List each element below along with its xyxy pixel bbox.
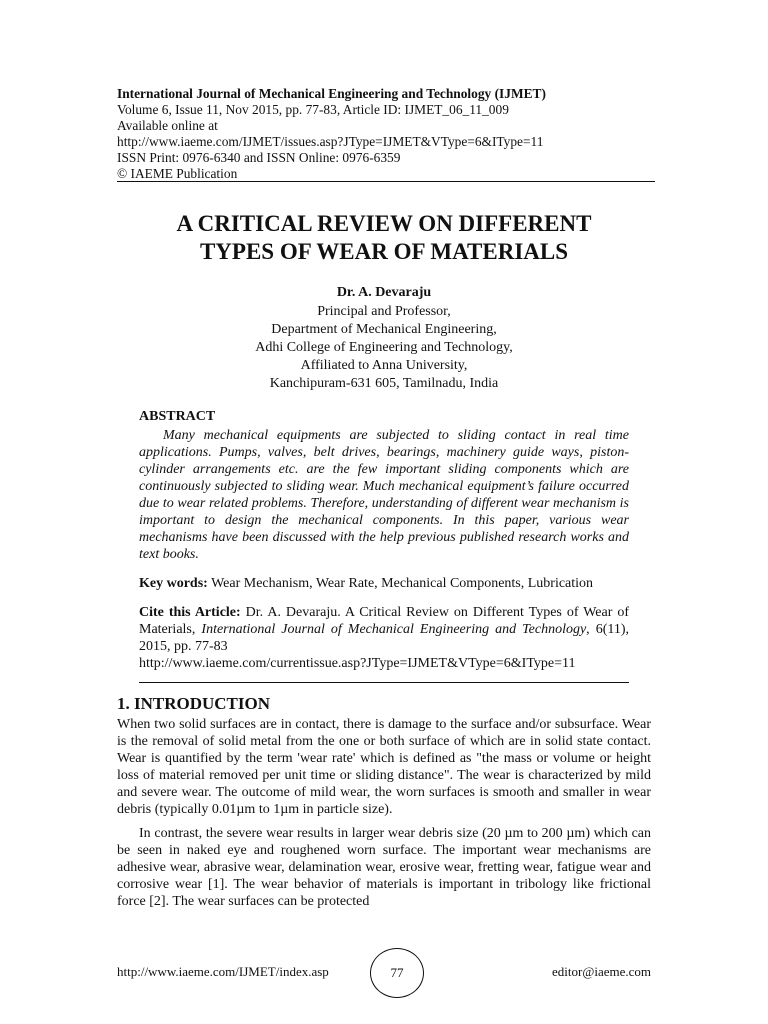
keywords-label: Key words:	[139, 576, 208, 591]
title-line-2: TYPES OF WEAR OF MATERIALS	[199, 239, 569, 264]
cite-details: , 6(11), 2015, pp. 77-83	[139, 622, 629, 654]
cite-journal: International Journal of Mechanical Engineering and Technology	[201, 622, 587, 637]
affiliation-line: Department of Mechanical Engineering,	[271, 322, 497, 337]
abstract-heading: ABSTRACT	[139, 409, 216, 424]
author-affiliation	[117, 303, 651, 393]
abstract-divider	[139, 682, 629, 683]
cite-text: Dr. A. Devaraju. A Critical Review on Different Types of Wear of Materials,	[139, 605, 630, 637]
footer-email[interactable]: editor@iaeme.com	[552, 964, 651, 979]
footer-url[interactable]: http://www.iaeme.com/IJMET/index.asp	[117, 964, 329, 979]
citation	[139, 604, 629, 672]
cite-label: Cite this Article:	[139, 605, 241, 620]
volume-info: Volume 6, Issue 11, Nov 2015, pp. 77-83, Article ID: IJMET_06_11_009	[117, 102, 509, 117]
introduction-heading: 1. INTRODUCTION	[117, 694, 271, 713]
issn-info: ISSN Print: 0976-6340 and ISSN Online: 0976-6359	[117, 150, 401, 165]
introduction-section	[117, 695, 651, 910]
abstract-text: Many mechanical equipments are subjected to sliding contact in real time applications. Pumps, valves, belt drives, bearings, machinery guide ways, piston- cylinder arrangements etc. are the few important sliding components which are continuously subjected to sliding wear. Much mechanical equipment’s failure occurred due to wear related problems. Therefore, understanding of different wear mechanism is important to design the mechanical components. In this paper, various wear mechanisms have been discussed with the help previous published research works and text books.	[139, 428, 629, 562]
copyright-notice: © IAEME Publication	[117, 166, 238, 181]
journal-name: International Journal of Mechanical Engineering and Technology (IJMET)	[117, 86, 546, 101]
keywords-text: Wear Mechanism, Wear Rate, Mechanical Components, Lubrication	[211, 576, 594, 591]
affiliation-line: Principal and Professor,	[317, 304, 451, 319]
page-number-text: 77	[390, 965, 404, 980]
affiliation-line: Adhi College of Engineering and Technology,	[255, 340, 513, 355]
title-line-1: A CRITICAL REVIEW ON DIFFERENT	[176, 211, 592, 236]
available-online: Available online at	[117, 118, 218, 133]
header-divider	[117, 181, 655, 182]
abstract-section	[139, 408, 629, 672]
keywords	[139, 575, 629, 592]
intro-paragraph-1: When two solid surfaces are in contact, there is damage to the surface and/or subsurface. Wear is the removal of solid metal from the one or both surface of which are in solid state contact. Wear is quantified by the term 'wear rate' which is defined as "the mass or volume or height loss of material removed per unit time or sliding distance". The wear is characterized by mild and severe wear. The outcome of mild wear, the worn surfaces is smooth and smaller in wear debris (typically 0.01µm to 1µm in particle size).	[117, 717, 651, 817]
intro-paragraph-2: In contrast, the severe wear results in larger wear debris size (20 µm to 200 µm) which can be seen in naked eye and roughened worn surface. The important wear mechanisms are adhesive wear, abrasive wear, delamination wear, erosive wear, fretting wear, fatigue wear and corrosive wear [1]. The wear behavior of materials is important in tribology like frictional force [2]. The wear surfaces can be protected	[117, 826, 651, 909]
affiliation-line: Kanchipuram-631 605, Tamilnadu, India	[269, 376, 499, 391]
page-number	[370, 948, 424, 998]
cite-url[interactable]: http://www.iaeme.com/currentissue.asp?JType=IJMET&VType=6&IType=11	[139, 656, 576, 671]
author-name: Dr. A. Devaraju	[336, 285, 432, 300]
affiliation-line: Affiliated to Anna University,	[300, 358, 468, 373]
issue-url[interactable]: http://www.iaeme.com/IJMET/issues.asp?JType=IJMET&VType=6&IType=11	[117, 134, 544, 149]
paper-title	[117, 210, 651, 266]
journal-header	[117, 86, 657, 182]
